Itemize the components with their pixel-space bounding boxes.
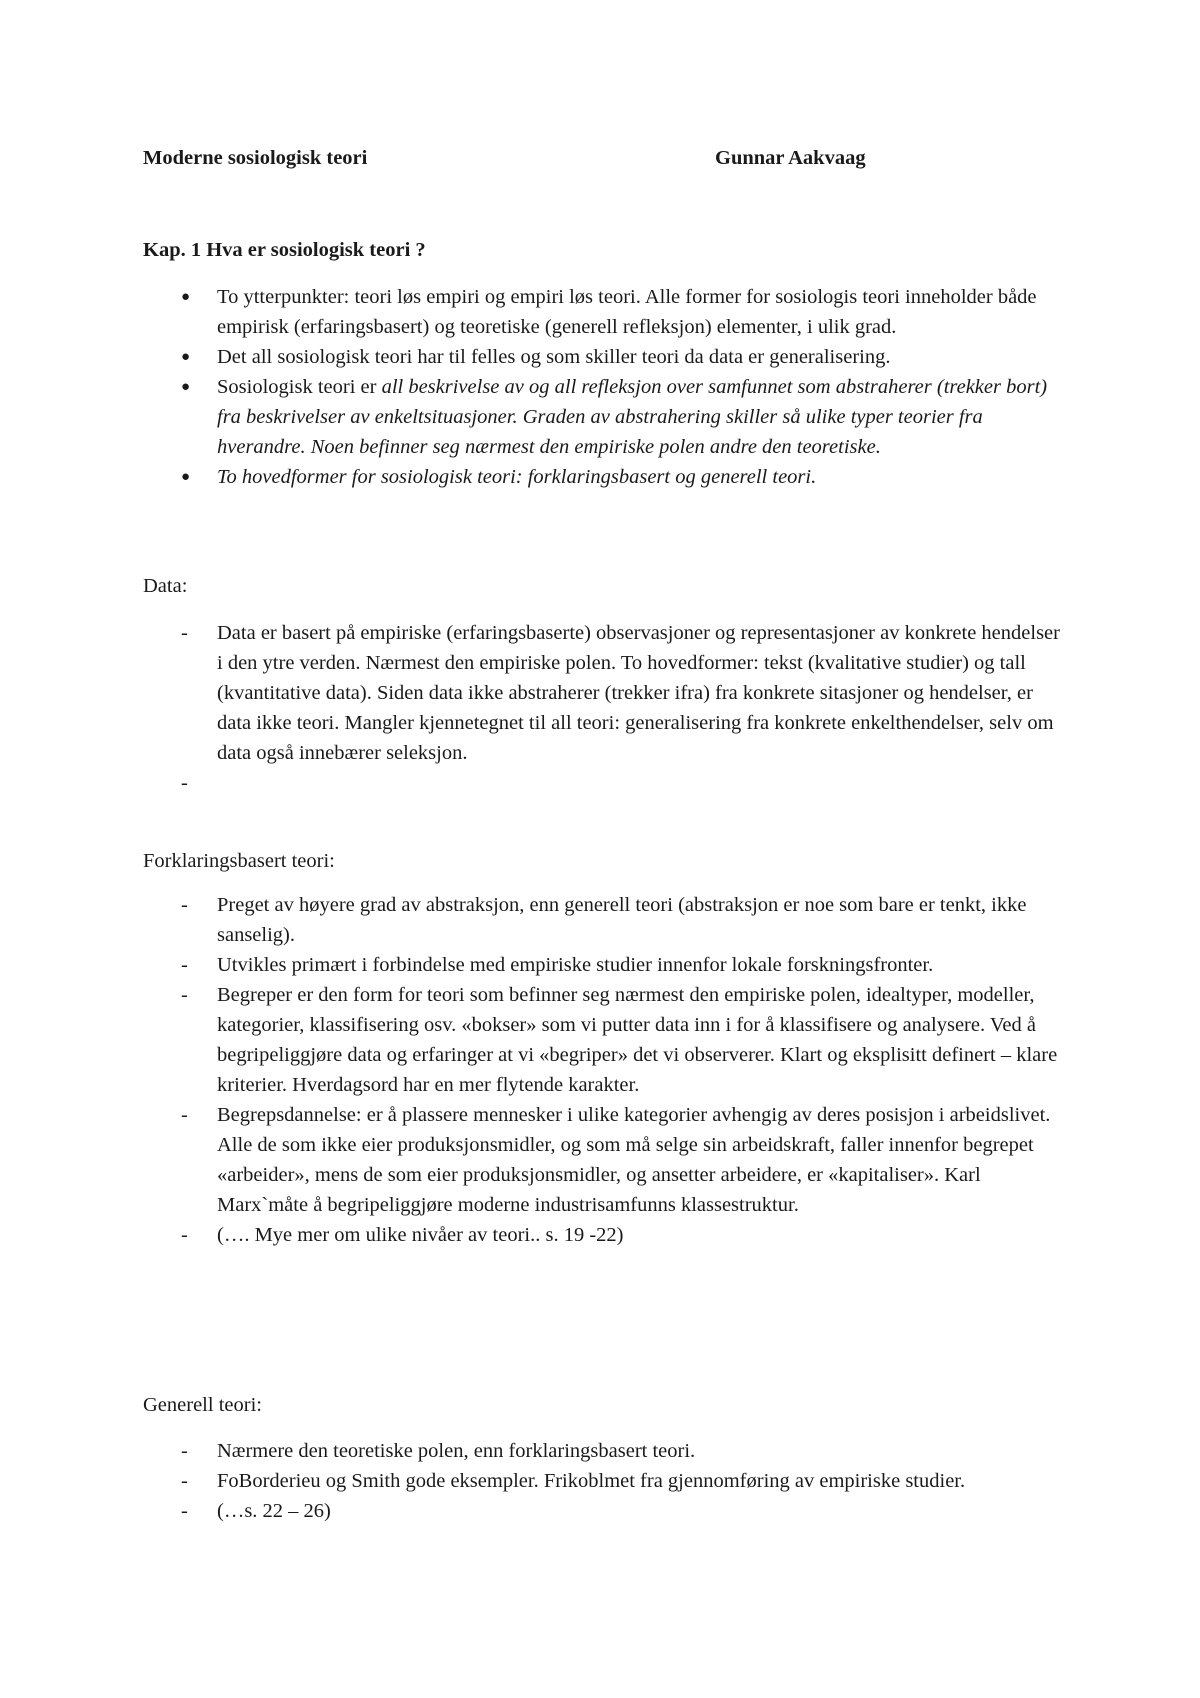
item-text: Begreper er den form for teori som befinner seg nærmest den empiriske polen, idealtyper, modeller, kategorier, klassifisering osv. «bokser» som vi putter data inn i for å klassifisere og analysere. Ved å begripeliggjøre data og erfaringer at vi «begriper» det vi observerer. Klart og eksplisitt definert – klare kriterier. Hverdagsord har en mer flytende karakter. [217,984,1058,1096]
document-author: Gunnar Aakvaag [715,147,866,169]
document-title: Moderne sosiologisk teori [143,147,368,169]
item-text: Det all sosiologisk teori har til felles og som skiller teori da data er generalisering. [217,346,891,368]
item-text: (…. Mye mer om ulike nivåer av teori.. s. 19 -22) [217,1224,624,1246]
item-text: (…s. 22 – 26) [217,1500,331,1522]
item-text: Begrepsdannelse: er å plassere mennesker i ulike kategorier avhengig av deres posisjon i arbeidslivet. Alle de som ikke eier produksjonsmidler, og som må selge sin arbeidskraft, faller innenfor begrepet «arbeider», mens de som eier produksjonsmidler, og ansetter arbeidere, er «kapitaliser». Karl Marx`måte å begripeliggjøre moderne industrisamfunns klassestruktur. [217,1104,1051,1216]
list-item [143,342,1063,372]
generell-list [143,1436,1063,1526]
list-item [143,462,1063,492]
bullet-marker: ● [181,469,191,485]
bullet-marker: ● [181,349,191,365]
list-item [143,890,1063,950]
data-list [143,618,1063,798]
dash-marker: - [181,954,188,976]
list-item [143,980,1063,1100]
section-label-data: Data: [143,575,188,597]
bullet-marker: ● [181,379,191,395]
chapter-heading: Kap. 1 Hva er sosiologisk teori ? [143,239,426,261]
dash-marker: - [181,772,188,794]
dash-marker: - [181,984,188,1006]
document-header [143,143,1063,173]
item-text-italic: all beskrivelse av og all refleksjon over samfunnet som abstraherer (trekker bort) fra beskrivelser av enkeltsituasjoner. Graden av abstrahering skiller så ulike typer teorier fra hverandre. Noen befinner seg nærmest den empiriske polen andre den teoretiske. [217,376,1048,458]
item-text: To ytterpunkter: teori løs empiri og empiri løs teori. Alle former for sosiologis teori inneholder både empirisk (erfaringsbasert) og teoretiske (generell refleksjon) elementer, i ulik grad. [217,286,1037,338]
item-text: Utvikles primært i forbindelse med empiriske studier innenfor lokale forskningsfronter. [217,954,934,976]
list-item [143,618,1063,768]
item-text-italic: To hovedformer for sosiologisk teori: forklaringsbasert og generell teori. [217,466,817,488]
dash-marker: - [181,1500,188,1522]
item-text: Preget av høyere grad av abstraksjon, enn generell teori (abstraksjon er noe som bare er tenkt, ikke sanselig). [217,894,1027,946]
list-item [143,950,1063,980]
list-item [143,1466,1063,1496]
list-item [143,1220,1063,1250]
list-item [143,282,1063,342]
dash-marker: - [181,894,188,916]
forklaringsbasert-list [143,890,1063,1250]
intro-bullet-list [143,282,1063,492]
list-item [143,1496,1063,1526]
dash-marker: - [181,1104,188,1126]
dash-marker: - [181,1470,188,1492]
section-label-forklaringsbasert: Forklaringsbasert teori: [143,850,335,872]
list-item [143,372,1063,462]
item-text: Sosiologisk teori er [217,376,382,398]
item-text: Nærmere den teoretiske polen, enn forklaringsbasert teori. [217,1440,696,1462]
dash-marker: - [181,1224,188,1246]
list-item [143,768,1063,798]
dash-marker: - [181,622,188,644]
section-label-generell: Generell teori: [143,1394,262,1416]
bullet-marker: ● [181,289,191,305]
list-item [143,1100,1063,1220]
list-item [143,1436,1063,1466]
item-text: FoBorderieu og Smith gode eksempler. Frikoblmet fra gjennomføring av empiriske studier. [217,1470,966,1492]
item-text: Data er basert på empiriske (erfaringsbaserte) observasjoner og representasjoner av konkrete hendelser i den ytre verden. Nærmest den empiriske polen. To hovedformer: tekst (kvalitative studier) og tall (kvantitative data). Siden data ikke abstraherer (trekker ifra) fra konkrete sitasjoner og hendelser, er data ikke teori. Mangler kjennetegnet til all teori: generalisering fra konkrete enkelthendelser, selv om data også innebærer seleksjon. [217,622,1060,764]
dash-marker: - [181,1440,188,1462]
